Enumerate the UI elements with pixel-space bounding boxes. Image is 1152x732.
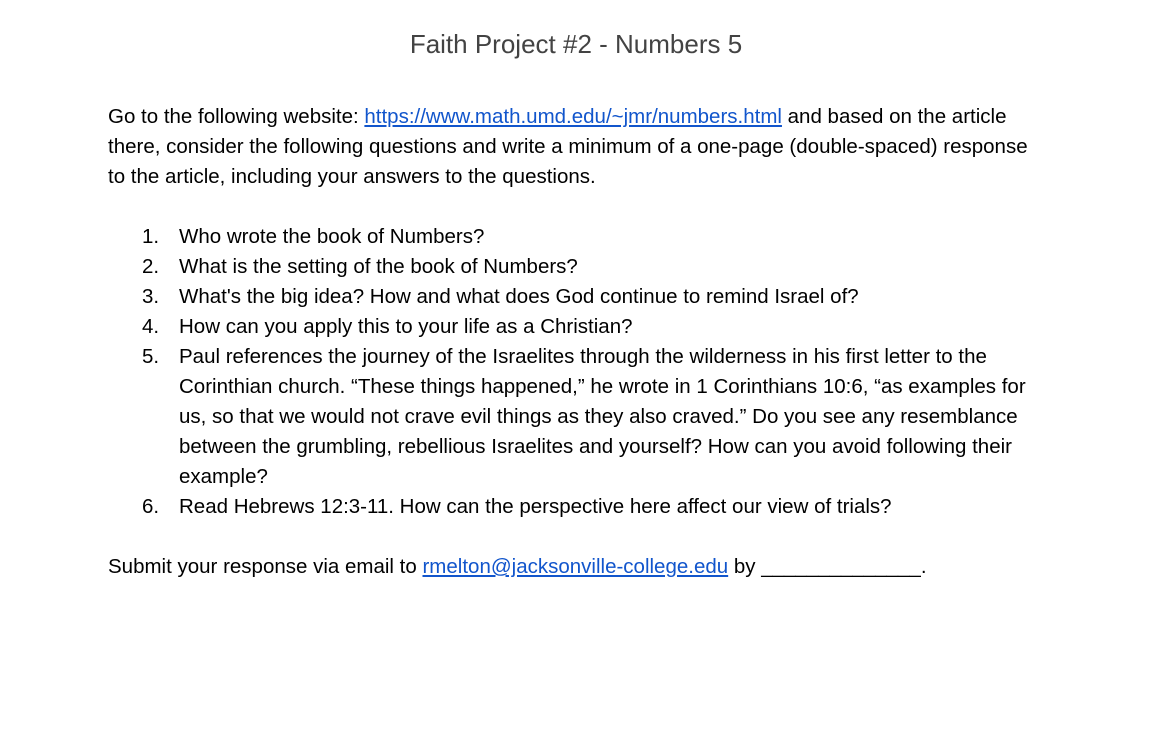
question-item	[108, 282, 1048, 312]
question-number: 1.	[142, 225, 160, 248]
submit-instructions	[108, 552, 1048, 582]
question-list	[108, 222, 1048, 522]
intro-text-before-link: Go to the following website:	[108, 105, 365, 128]
question-text: What's the big idea? How and what does God continue to remind Israel of?	[179, 285, 859, 308]
question-text: What is the setting of the book of Numbers?	[179, 255, 578, 278]
question-item	[108, 252, 1048, 282]
question-number: 3.	[142, 285, 160, 308]
question-item	[108, 492, 1048, 522]
email-link[interactable]: rmelton@jacksonville-college.edu	[422, 555, 729, 578]
question-item	[108, 312, 1048, 342]
intro-paragraph	[108, 102, 1048, 192]
question-text: How can you apply this to your life as a Christian?	[179, 315, 633, 338]
question-item	[108, 342, 1048, 492]
question-item	[108, 222, 1048, 252]
question-number: 5.	[142, 345, 160, 368]
question-number: 2.	[142, 255, 160, 278]
intro-text-after-link: and based on the article there, consider the following questions and write a minimum of a one-page (double-spaced) response to the article, including your answers to the questions.	[108, 105, 1028, 188]
article-link[interactable]: https://www.math.umd.edu/~jmr/numbers.html	[364, 105, 782, 128]
question-number: 6.	[142, 495, 160, 518]
document-title: Faith Project #2 - Numbers 5	[409, 29, 743, 59]
submit-text-after-email: by ______________.	[728, 555, 927, 578]
question-text: Paul references the journey of the Israelites through the wilderness in his first letter to the Corinthian church. “These things happened,” he wrote in 1 Corinthians 10:6, “as examples for us, so that we would not crave evil things as they also craved.” Do you see any resemblance between the grumbling, rebellious Israelites and yourself? How can you avoid following their example?	[179, 345, 1026, 488]
question-number: 4.	[142, 315, 160, 338]
question-text: Who wrote the book of Numbers?	[179, 225, 485, 248]
submit-text-before-email: Submit your response via email to	[108, 555, 423, 578]
question-text: Read Hebrews 12:3-11. How can the perspective here affect our view of trials?	[179, 495, 892, 518]
